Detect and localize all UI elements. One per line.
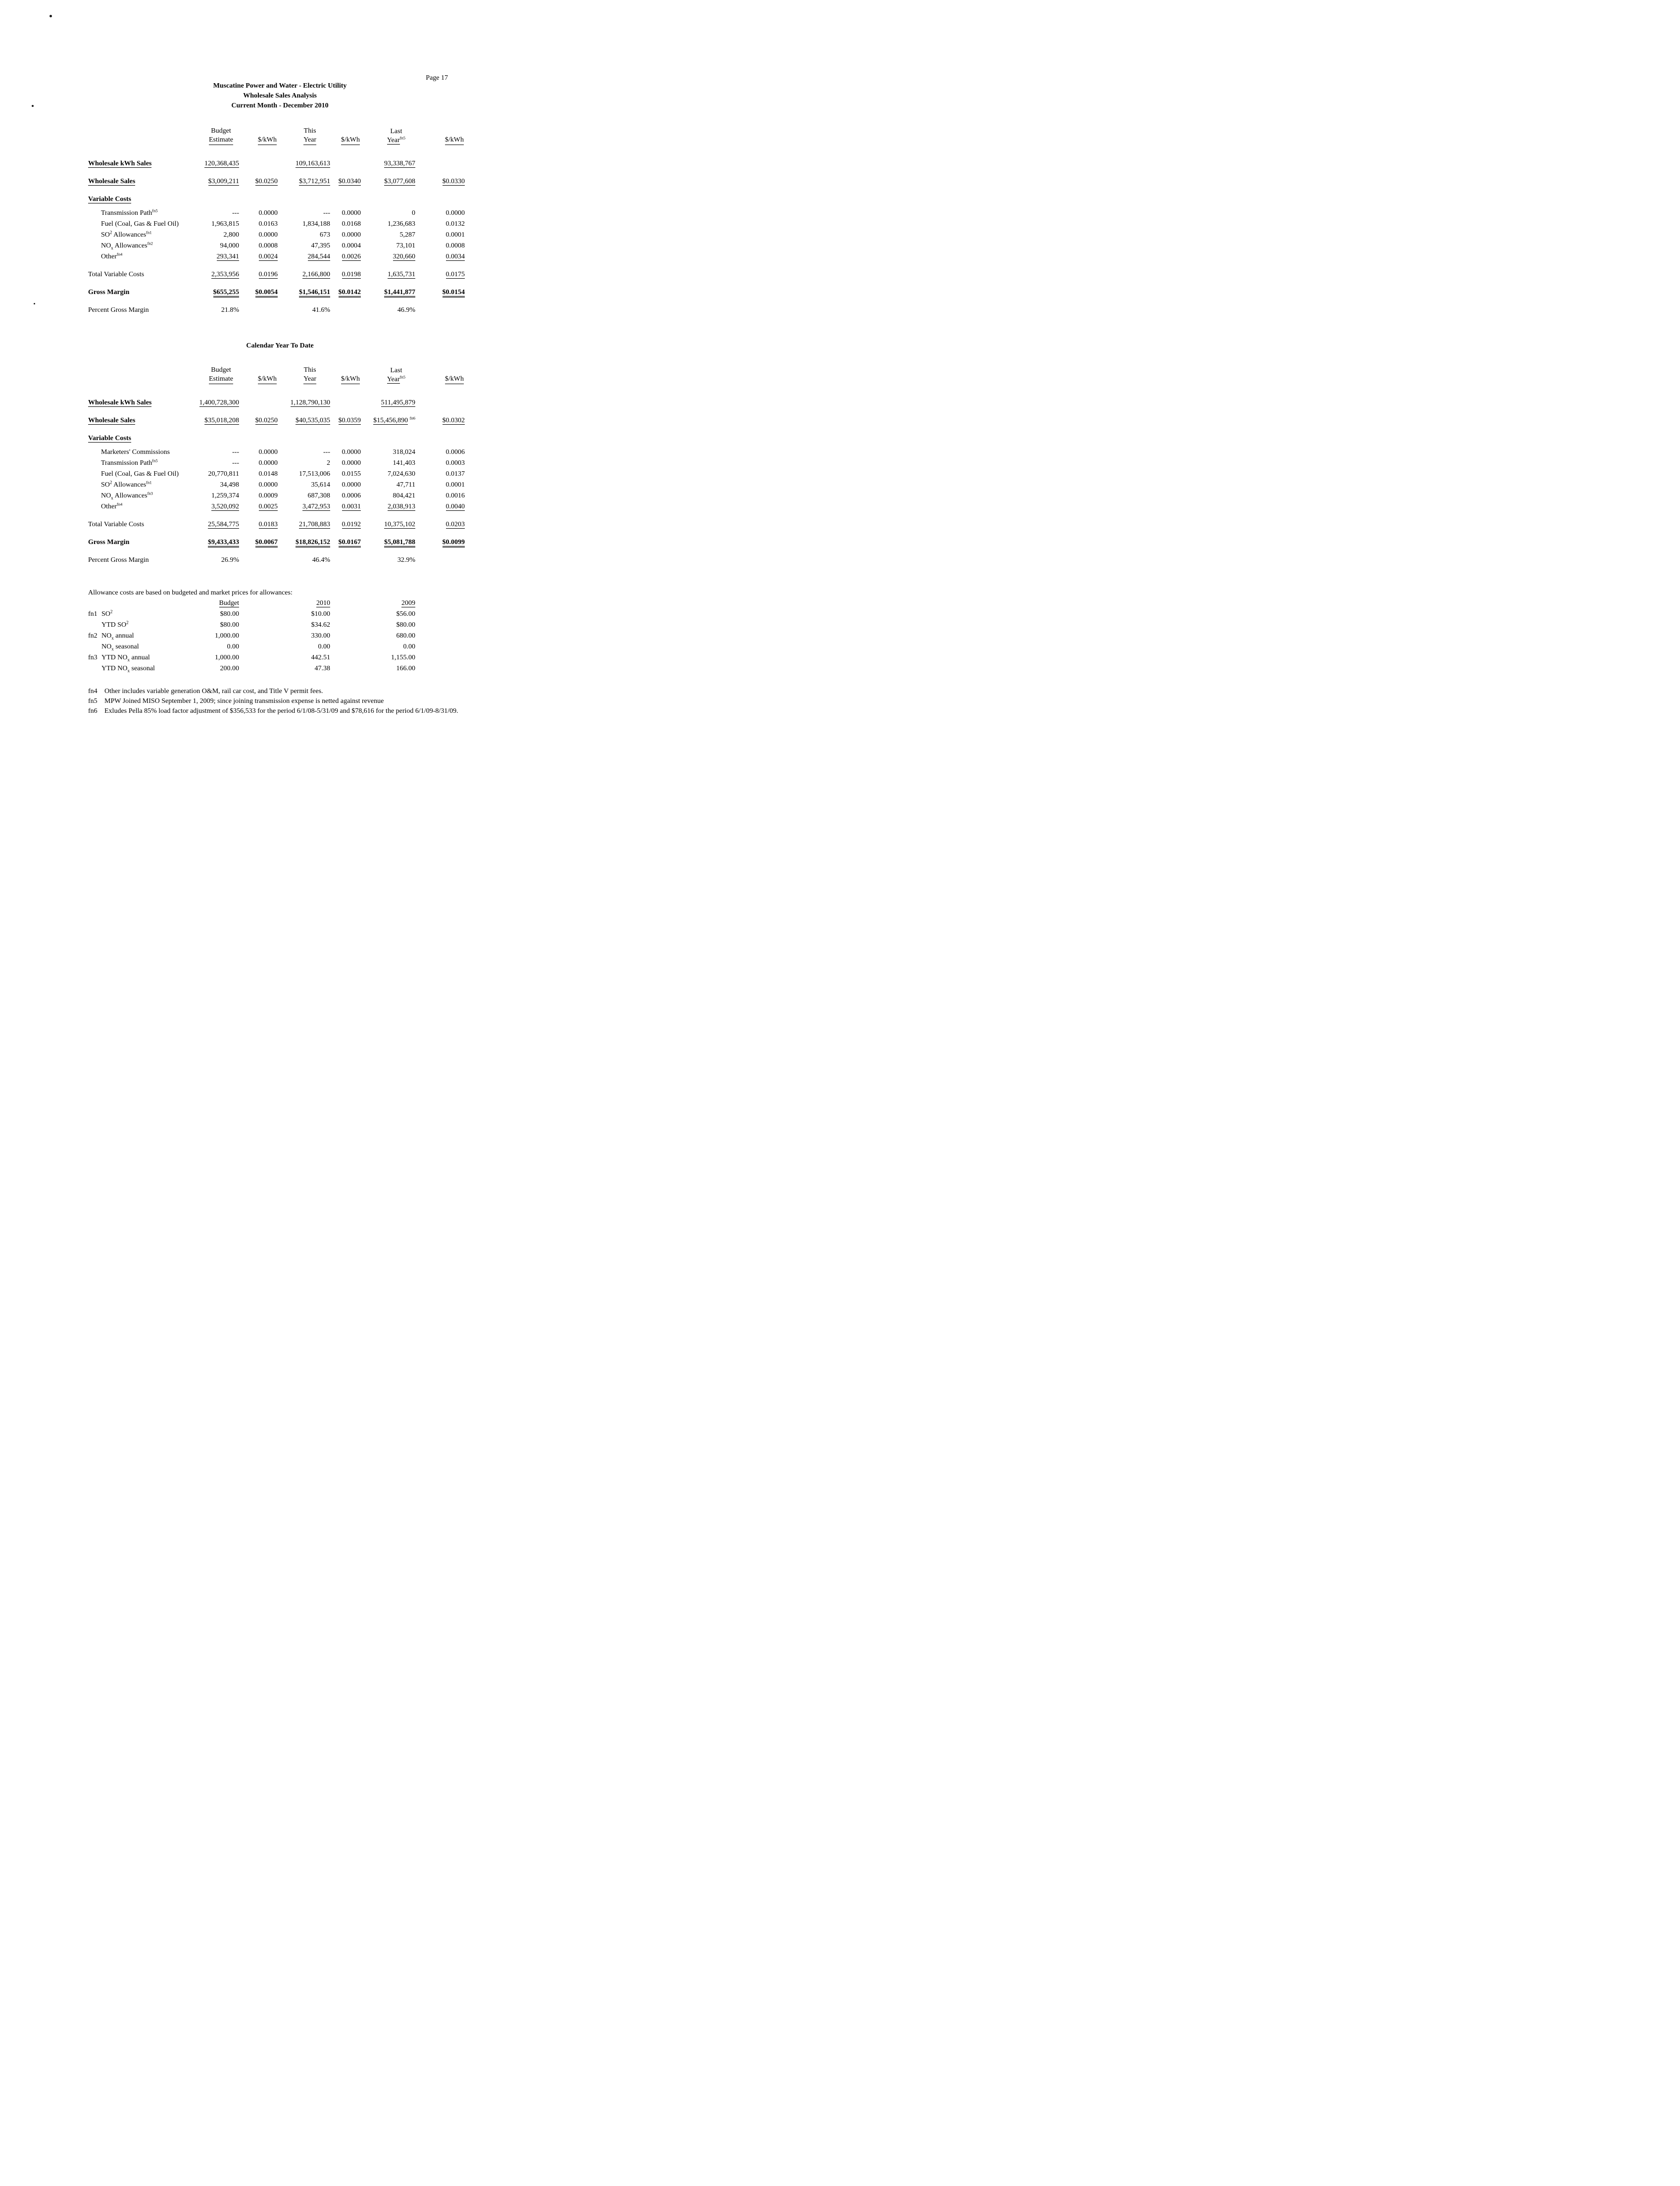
cell-value xyxy=(415,398,465,408)
cell-value xyxy=(239,195,278,204)
table-row xyxy=(88,177,558,187)
current-month-section xyxy=(88,127,558,315)
cell-value xyxy=(330,555,361,565)
row-label: $NO_x$ Allowances$^{fn2}$ xyxy=(101,241,153,250)
allowance-value: $34.62 xyxy=(311,621,330,629)
col-header-per-kwh-3: $/kWh xyxy=(415,136,465,145)
cell-value: $0.0054 xyxy=(239,288,278,298)
cell-value: 0.0192 xyxy=(342,521,361,528)
cell-value: 0.0155 xyxy=(342,470,361,478)
allowance-value: 1,000.00 xyxy=(215,632,239,640)
cell-value: $0.0099 xyxy=(415,538,465,547)
allowance-value: 330.00 xyxy=(311,632,330,640)
cell-value: $0.0154 xyxy=(415,288,465,298)
table-row xyxy=(88,538,558,547)
col-header-budget-top: Budget xyxy=(211,127,231,135)
cell-value xyxy=(278,195,330,204)
footnote-text: Exludes Pella 85% load factor adjustment of $356,533 for the period 6/1/08-5/31/09 and $78,616 for the period 6/1/09-8/31/09. xyxy=(104,707,458,715)
row-label: Wholesale Sales xyxy=(88,178,136,185)
cell-value: $0.0250 xyxy=(255,417,278,424)
row-label: Wholesale kWh Sales xyxy=(88,160,152,167)
footnote-text: MPW Joined MISO September 1, 2009; since joining transmission expense is netted against revenue xyxy=(104,697,384,705)
table-row xyxy=(88,159,558,169)
allowance-value xyxy=(415,663,465,674)
document-header xyxy=(0,0,560,111)
allowance-row xyxy=(88,631,558,641)
cell-value: 0.0003 xyxy=(445,459,465,467)
allowance-label: fn3 YTD $NO_x$ annual xyxy=(88,654,150,662)
cell-value: --- xyxy=(232,209,239,217)
allowance-value: 1,000.00 xyxy=(215,654,239,661)
cell-value: 20,770,811 xyxy=(208,470,239,478)
cell-value: 0.0163 xyxy=(258,220,278,228)
cell-value: $0.0330 xyxy=(442,178,465,185)
cell-value: 0.0175 xyxy=(445,271,465,278)
cell-value: 35,614 xyxy=(311,481,330,489)
row-label: Other$^{fn4}$ xyxy=(101,501,123,510)
cell-value: 511,495,879 xyxy=(381,399,415,406)
cell-value xyxy=(239,159,278,169)
allowance-value xyxy=(239,609,278,619)
allowance-row xyxy=(88,663,558,674)
cell-value: $40,535,035 xyxy=(296,417,330,424)
allowance-intro: Allowance costs are based on budgeted and market prices for allowances: xyxy=(88,589,293,596)
cell-value xyxy=(330,434,361,444)
cell-value xyxy=(415,555,465,565)
table-row xyxy=(88,208,558,218)
cell-value: 109,163,613 xyxy=(296,160,330,167)
cell-value: 293,341 xyxy=(216,253,239,260)
allowance-value xyxy=(330,652,361,663)
allowance-value xyxy=(239,620,278,630)
col-header-per-kwh-3: $/kWh xyxy=(415,375,465,384)
table-row xyxy=(88,230,558,240)
table-row xyxy=(88,469,558,479)
cell-value: $5,081,788 xyxy=(361,538,415,547)
col-header-budget-estimate xyxy=(187,127,239,145)
ytd-section xyxy=(88,366,558,716)
cell-value: $0.0250 xyxy=(255,178,278,185)
cell-value: 0.0000 xyxy=(258,481,278,489)
cell-value: 0.0000 xyxy=(342,448,361,456)
cell-value: 0.0000 xyxy=(445,209,465,217)
allowance-value xyxy=(239,652,278,663)
table-row xyxy=(88,491,558,501)
cell-value: 0.0001 xyxy=(445,481,465,489)
table-row xyxy=(88,416,558,426)
allowance-col-header-2010: 2010 xyxy=(316,599,330,607)
table-row xyxy=(88,447,558,457)
table-row xyxy=(88,434,558,444)
current-month-table xyxy=(88,159,558,315)
cell-value: 0.0000 xyxy=(342,459,361,467)
cell-value: $0.0142 xyxy=(330,288,361,298)
current-month-table-header xyxy=(88,127,558,145)
allowance-value: 442.51 xyxy=(311,654,330,661)
footnote xyxy=(88,696,558,706)
cell-value xyxy=(239,305,278,315)
allowance-value xyxy=(415,609,465,619)
cell-value xyxy=(187,434,239,444)
cell-value: $1,546,151 xyxy=(278,288,330,298)
col-header-this-year: This Year xyxy=(278,366,330,384)
cell-value: 0.0168 xyxy=(342,220,361,228)
document-page xyxy=(0,0,560,729)
col-header-last-bottom: Year xyxy=(387,137,400,144)
cell-value: 284,544 xyxy=(307,253,330,260)
cell-value: 41.6% xyxy=(312,306,330,314)
allowance-value xyxy=(415,620,465,630)
cell-value: 0.0034 xyxy=(445,253,465,260)
cell-value xyxy=(415,159,465,169)
cell-value xyxy=(415,434,465,444)
cell-value xyxy=(239,398,278,408)
cell-value: 687,308 xyxy=(307,492,330,499)
allowance-value: 0.00 xyxy=(403,643,415,650)
row-label: Gross Margin xyxy=(88,539,130,546)
cell-value: --- xyxy=(323,209,330,217)
doc-subtitle: Wholesale Sales Analysis xyxy=(243,92,317,99)
ytd-heading: Calendar Year To Date xyxy=(246,342,314,349)
cell-value: 0.0000 xyxy=(258,231,278,239)
allowance-table xyxy=(88,609,558,674)
cell-value: 26.9% xyxy=(221,556,239,564)
cell-value: $3,077,608 xyxy=(384,178,415,185)
allowance-value: $80.00 xyxy=(220,610,239,618)
row-label: Gross Margin xyxy=(88,289,130,296)
allowance-value xyxy=(239,642,278,652)
cell-value: $3,712,951 xyxy=(299,178,330,185)
cell-value xyxy=(278,434,330,444)
row-label: Variable Costs xyxy=(88,196,131,203)
cell-value xyxy=(239,434,278,444)
cell-value: 1,259,374 xyxy=(211,492,239,499)
cell-value: 2,800 xyxy=(223,231,239,239)
allowance-row xyxy=(88,652,558,663)
cell-value: 0.0000 xyxy=(258,209,278,217)
allowance-value: 680.00 xyxy=(396,632,415,640)
col-header-this-year xyxy=(278,127,330,145)
cell-value: 673 xyxy=(320,231,330,239)
cell-value: $0.0359 xyxy=(338,417,361,424)
allowance-value xyxy=(330,609,361,619)
allowance-value: $80.00 xyxy=(396,621,415,629)
cell-value: $35,018,208 xyxy=(204,417,239,424)
cell-value xyxy=(330,159,361,169)
cell-value: --- xyxy=(232,459,239,467)
cell-value: 0.0000 xyxy=(342,481,361,489)
cell-value: 0.0000 xyxy=(342,231,361,239)
cell-value: 25,584,775 xyxy=(208,521,239,528)
allowance-value: 0.00 xyxy=(318,643,330,650)
cell-value: 0.0000 xyxy=(258,459,278,467)
cell-value: 46.9% xyxy=(397,306,415,314)
table-row xyxy=(88,252,558,262)
cell-value: 0.0001 xyxy=(445,231,465,239)
cell-value: $1,441,877 xyxy=(361,288,415,298)
row-label: Fuel (Coal, Gas & Fuel Oil) xyxy=(101,220,179,228)
allowance-value xyxy=(330,642,361,652)
cell-value: 2,038,913 xyxy=(388,503,415,510)
table-row xyxy=(88,219,558,229)
allowance-value xyxy=(239,631,278,641)
cell-value: 0.0026 xyxy=(342,253,361,260)
allowance-table-header xyxy=(88,598,558,608)
cell-value xyxy=(330,305,361,315)
footnote-marker: fn6 xyxy=(88,707,98,715)
cell-value: 0.0000 xyxy=(342,209,361,217)
footnote-marker: fn5 xyxy=(88,697,98,705)
footnote-ref: fn5 xyxy=(399,374,405,380)
cell-value: 0.0137 xyxy=(445,470,465,478)
cell-value: 0.0198 xyxy=(342,271,361,278)
cell-value: 320,660 xyxy=(393,253,415,260)
table-row xyxy=(88,288,558,298)
row-label: Transmission Path$^{fn5}$ xyxy=(101,208,158,217)
col-header-last-top: Last xyxy=(390,128,402,135)
cell-value: 5,287 xyxy=(399,231,415,239)
footnote-ref: fn5 xyxy=(399,135,405,141)
cell-value: 0 xyxy=(412,209,415,217)
row-label: Percent Gross Margin xyxy=(88,306,149,314)
footnote-marker: fn4 xyxy=(88,688,98,695)
row-label: $NO_x$ Allowances$^{fn3}$ xyxy=(101,491,153,500)
allowance-value xyxy=(415,631,465,641)
table-row xyxy=(88,398,558,408)
cell-value: 120,368,435 xyxy=(204,160,239,167)
cell-value: 17,513,006 xyxy=(299,470,330,478)
cell-value: 7,024,630 xyxy=(388,470,415,478)
cell-value: 2,166,800 xyxy=(302,271,330,278)
row-label: $SO^2$ Allowances$^{fn1}$ xyxy=(101,480,152,489)
cell-value: 0.0024 xyxy=(258,253,278,260)
row-label: Wholesale Sales xyxy=(88,417,136,424)
cell-value: 21,708,883 xyxy=(299,521,330,528)
allowance-label: YTD $NO_x$ seasonal xyxy=(101,665,155,673)
col-header-budget-estimate: Budget Estimate xyxy=(187,366,239,384)
table-row xyxy=(88,241,558,251)
cell-value: 2,353,956 xyxy=(211,271,239,278)
allowance-value xyxy=(330,631,361,641)
allowance-row xyxy=(88,620,558,630)
cell-value: $15,456,890 $^{fn6}$ xyxy=(373,415,415,424)
cell-value: 32.9% xyxy=(397,556,415,564)
cell-value: 1,400,728,300 xyxy=(199,399,239,406)
col-header-last-year xyxy=(361,127,415,145)
col-header-per-kwh-1: $/kWh xyxy=(239,136,278,145)
cell-value: 47,395 xyxy=(311,242,330,249)
doc-title: Muscatine Power and Water - Electric Utility xyxy=(213,82,347,90)
cell-value: 94,000 xyxy=(220,242,239,249)
allowance-col-header-2009: 2009 xyxy=(401,599,415,607)
cell-value: 0.0040 xyxy=(445,503,465,510)
row-label: Wholesale kWh Sales xyxy=(88,399,152,406)
cell-value: $0.0167 xyxy=(330,538,361,547)
cell-value: 0.0025 xyxy=(258,503,278,510)
cell-value: 46.4% xyxy=(312,556,330,564)
cell-value: 1,635,731 xyxy=(388,271,415,278)
cell-value: $655,255 xyxy=(187,288,239,298)
cell-value: 3,520,092 xyxy=(211,503,239,510)
allowance-row xyxy=(88,609,558,619)
page-number: Page 17 xyxy=(426,74,448,82)
col-header-per-kwh-2: $/kWh xyxy=(330,375,361,384)
allowance-value xyxy=(239,663,278,674)
cell-value: 0.0148 xyxy=(258,470,278,478)
cell-value: 93,338,767 xyxy=(384,160,415,167)
footnote xyxy=(88,706,558,716)
cell-value: 0.0196 xyxy=(258,271,278,278)
cell-value: 1,834,188 xyxy=(302,220,330,228)
cell-value: 0.0183 xyxy=(258,521,278,528)
allowance-value: $10.00 xyxy=(311,610,330,618)
cell-value xyxy=(239,555,278,565)
allowance-value: 0.00 xyxy=(227,643,239,650)
allowance-label: $NO_x$ seasonal xyxy=(101,643,139,651)
cell-value: 73,101 xyxy=(396,242,415,249)
cell-value: 0.0004 xyxy=(342,242,361,249)
table-row xyxy=(88,270,558,280)
row-label: Marketers' Commissions xyxy=(101,448,170,456)
cell-value xyxy=(187,195,239,204)
footnotes xyxy=(88,687,558,716)
row-label: Other$^{fn4}$ xyxy=(101,251,123,260)
allowance-value: $56.00 xyxy=(396,610,415,618)
cell-value xyxy=(415,305,465,315)
scan-speckle xyxy=(34,303,35,304)
table-row xyxy=(88,195,558,204)
allowance-value: $80.00 xyxy=(220,621,239,629)
cell-value: 0.0009 xyxy=(258,492,278,499)
row-label: Fuel (Coal, Gas & Fuel Oil) xyxy=(101,470,179,478)
doc-period: Current Month - December 2010 xyxy=(231,102,329,109)
table-row xyxy=(88,305,558,315)
cell-value: 0.0006 xyxy=(342,492,361,499)
cell-value: 0.0203 xyxy=(445,521,465,528)
row-label: Percent Gross Margin xyxy=(88,556,149,564)
allowance-label: YTD $SO^2$ xyxy=(101,620,129,629)
cell-value: 47,711 xyxy=(396,481,415,489)
ytd-table-header xyxy=(88,366,558,384)
cell-value: 141,403 xyxy=(393,459,415,467)
scan-speckle xyxy=(49,15,52,17)
allowance-value xyxy=(415,642,465,652)
cell-value: $0.0302 xyxy=(442,417,465,424)
table-row xyxy=(88,480,558,490)
cell-value: 0.0008 xyxy=(258,242,278,249)
table-row xyxy=(88,555,558,565)
cell-value: 0.0006 xyxy=(445,448,465,456)
col-header-this-top: This xyxy=(303,127,316,135)
col-header-budget-bottom: Estimate xyxy=(209,136,233,145)
cell-value: 0.0000 xyxy=(258,448,278,456)
allowance-value: 166.00 xyxy=(396,665,415,672)
footnote xyxy=(88,687,558,696)
cell-value: 21.8% xyxy=(221,306,239,314)
row-label: Transmission Path$^{fn5}$ xyxy=(101,458,158,467)
allowance-value: 1,155.00 xyxy=(391,654,415,661)
cell-value: $3,009,211 xyxy=(208,178,239,185)
scan-speckle xyxy=(32,105,34,107)
row-label: Total Variable Costs xyxy=(88,271,145,278)
cell-value: 10,375,102 xyxy=(384,521,415,528)
allowance-value xyxy=(415,652,465,663)
cell-value: --- xyxy=(232,448,239,456)
ytd-table xyxy=(88,398,558,565)
cell-value xyxy=(415,195,465,204)
cell-value: 1,963,815 xyxy=(211,220,239,228)
row-label: Total Variable Costs xyxy=(88,521,145,528)
cell-value: $18,826,152 xyxy=(278,538,330,547)
allowance-label: fn1 $SO^2$ xyxy=(88,609,113,618)
col-header-per-kwh-2: $/kWh xyxy=(330,136,361,145)
table-row xyxy=(88,520,558,530)
table-row xyxy=(88,502,558,512)
cell-value: $9,433,433 xyxy=(187,538,239,547)
cell-value: 0.0132 xyxy=(445,220,465,228)
cell-value: 1,236,683 xyxy=(388,220,415,228)
cell-value: 3,472,953 xyxy=(302,503,330,510)
allowance-value xyxy=(330,663,361,674)
col-header-per-kwh-1: $/kWh xyxy=(239,375,278,384)
col-header-this-bottom: Year xyxy=(303,136,316,145)
cell-value: 0.0016 xyxy=(445,492,465,499)
cell-value: 2 xyxy=(327,459,330,467)
cell-value: 0.0008 xyxy=(445,242,465,249)
cell-value: --- xyxy=(323,448,330,456)
cell-value: 318,024 xyxy=(393,448,415,456)
footnote-text: Other includes variable generation O&M, rail car cost, and Title V permit fees. xyxy=(104,688,323,695)
cell-value: 1,128,790,130 xyxy=(290,399,330,406)
cell-value xyxy=(361,434,415,444)
cell-value: 0.0031 xyxy=(342,503,361,510)
allowance-value xyxy=(330,620,361,630)
allowance-label: fn2 $NO_x$ annual xyxy=(88,632,134,641)
allowance-row xyxy=(88,642,558,652)
col-header-last-year: Last Year$^{fn5}$ xyxy=(387,367,405,383)
cell-value: 804,421 xyxy=(393,492,415,499)
cell-value: $0.0340 xyxy=(338,178,361,185)
cell-value xyxy=(361,195,415,204)
cell-value: 34,498 xyxy=(220,481,239,489)
row-label: $SO^2$ Allowances$^{fn1}$ xyxy=(101,230,152,239)
allowance-col-header-budget: Budget xyxy=(219,599,239,607)
table-row xyxy=(88,458,558,468)
allowance-value: 200.00 xyxy=(220,665,239,672)
allowance-value: 47.38 xyxy=(314,665,330,672)
cell-value xyxy=(330,398,361,408)
cell-value xyxy=(330,195,361,204)
cell-value: $0.0067 xyxy=(239,538,278,547)
row-label: Variable Costs xyxy=(88,435,131,442)
